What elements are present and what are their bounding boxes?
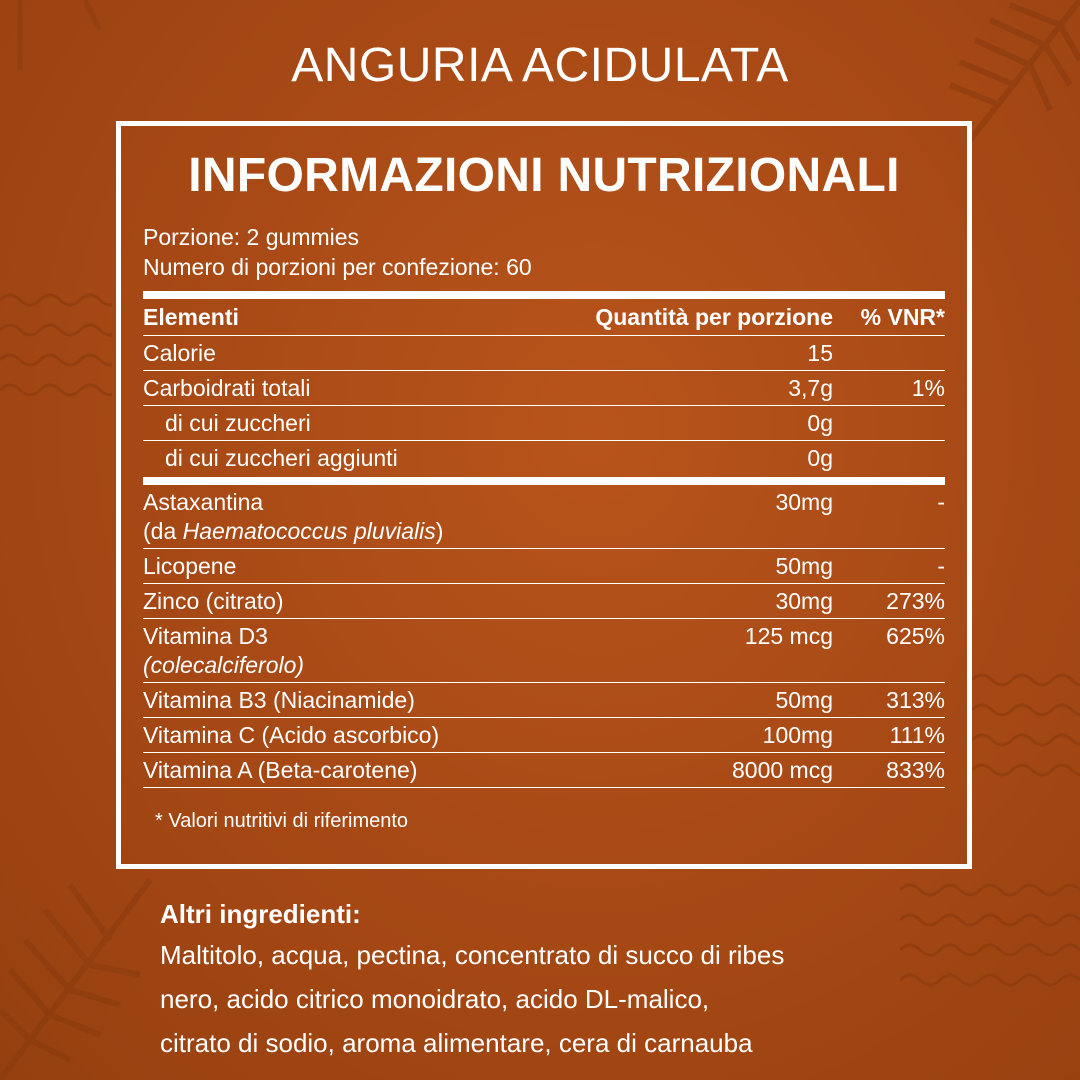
row-name-sub-suffix: ) — [435, 518, 444, 544]
table-row — [143, 583, 945, 618]
row-vnr — [833, 409, 945, 438]
row-name-sub-italic: (colecalciferolo) — [143, 652, 305, 678]
row-name-sub-prefix: (da — [143, 518, 183, 544]
row-name — [143, 488, 533, 546]
row-name: Calorie — [143, 340, 216, 366]
row-qty: 0g — [807, 410, 833, 436]
table-row — [143, 335, 945, 370]
wave-lines-icon — [0, 290, 112, 420]
row-name-main: Astaxantina — [143, 489, 264, 515]
row-name: Carboidrati totali — [143, 375, 311, 401]
table-bottom-rule — [143, 787, 945, 788]
row-qty: 30mg — [775, 588, 833, 614]
table-row — [143, 717, 945, 752]
table-row — [143, 752, 945, 787]
row-vnr: 111% — [889, 722, 945, 748]
wave-lines-icon — [972, 670, 1080, 800]
row-vnr — [833, 444, 945, 473]
row-name-sub — [143, 517, 533, 546]
row-qty: 125 mcg — [744, 623, 833, 649]
row-name-main: Vitamina D3 — [143, 623, 268, 649]
row-qty: 15 — [807, 340, 833, 366]
row-name: Vitamina B3 (Niacinamide) — [143, 687, 415, 713]
other-ingredients — [160, 896, 920, 1064]
panel-title: INFORMAZIONI NUTRIZIONALI — [188, 149, 900, 202]
header-vnr: % VNR* — [860, 303, 945, 330]
row-vnr — [833, 339, 945, 368]
row-qty: 3,7g — [788, 375, 833, 401]
row-name-sub — [143, 651, 533, 680]
row-name: Vitamina C (Acido ascorbico) — [143, 722, 440, 748]
row-qty: 0g — [807, 445, 833, 471]
row-qty: 50mg — [775, 687, 833, 713]
row-qty: 50mg — [775, 553, 833, 579]
row-vnr: 313% — [886, 687, 945, 713]
ingredients-title: Altri ingredienti: — [160, 899, 361, 929]
thick-divider — [143, 477, 945, 485]
palm-leaf-icon — [0, 860, 170, 1080]
row-vnr: 833% — [886, 757, 945, 783]
row-vnr: 625% — [886, 623, 945, 649]
ingredients-line: citrato di sodio, aroma alimentare, cera di carnauba — [160, 1028, 753, 1058]
wave-lines-icon — [900, 880, 1080, 1010]
table-row — [143, 405, 945, 440]
serving-size: Porzione: 2 gummies — [143, 224, 360, 250]
table-row — [143, 682, 945, 717]
row-qty: 30mg — [775, 489, 833, 515]
row-vnr: - — [937, 489, 945, 515]
ingredients-line: Maltitolo, acqua, pectina, concentrato di succo di ribes — [160, 940, 785, 970]
row-name — [143, 622, 533, 680]
row-name: Zinco (citrato) — [143, 588, 284, 614]
ingredients-line: nero, acido citrico monoidrato, acido DL-malico, — [160, 984, 710, 1014]
row-vnr: - — [937, 553, 945, 579]
footnote: * Valori nutritivi di riferimento — [155, 810, 409, 832]
table-header — [143, 299, 945, 335]
table-row — [143, 440, 945, 475]
table-row — [143, 485, 945, 548]
row-vnr: 273% — [886, 588, 945, 614]
header-quantity: Quantità per porzione — [595, 303, 833, 330]
row-name: di cui zuccheri — [165, 410, 311, 436]
thick-divider — [143, 291, 945, 299]
row-name: Licopene — [143, 553, 237, 579]
row-name-sub-italic: Haematococcus pluvialis — [182, 518, 436, 544]
row-qty: 8000 mcg — [731, 757, 833, 783]
row-name: Vitamina A (Beta-carotene) — [143, 757, 418, 783]
product-title: ANGURIA ACIDULATA — [291, 39, 789, 92]
row-name: di cui zuccheri aggiunti — [165, 445, 398, 471]
nutrition-panel — [116, 121, 972, 869]
header-element: Elementi — [143, 303, 239, 330]
table-row — [143, 618, 945, 682]
table-row — [143, 548, 945, 583]
row-vnr: 1% — [911, 375, 945, 401]
row-qty: 100mg — [762, 722, 833, 748]
servings-per-pack: Numero di porzioni per confezione: 60 — [143, 254, 532, 280]
table-row — [143, 370, 945, 405]
